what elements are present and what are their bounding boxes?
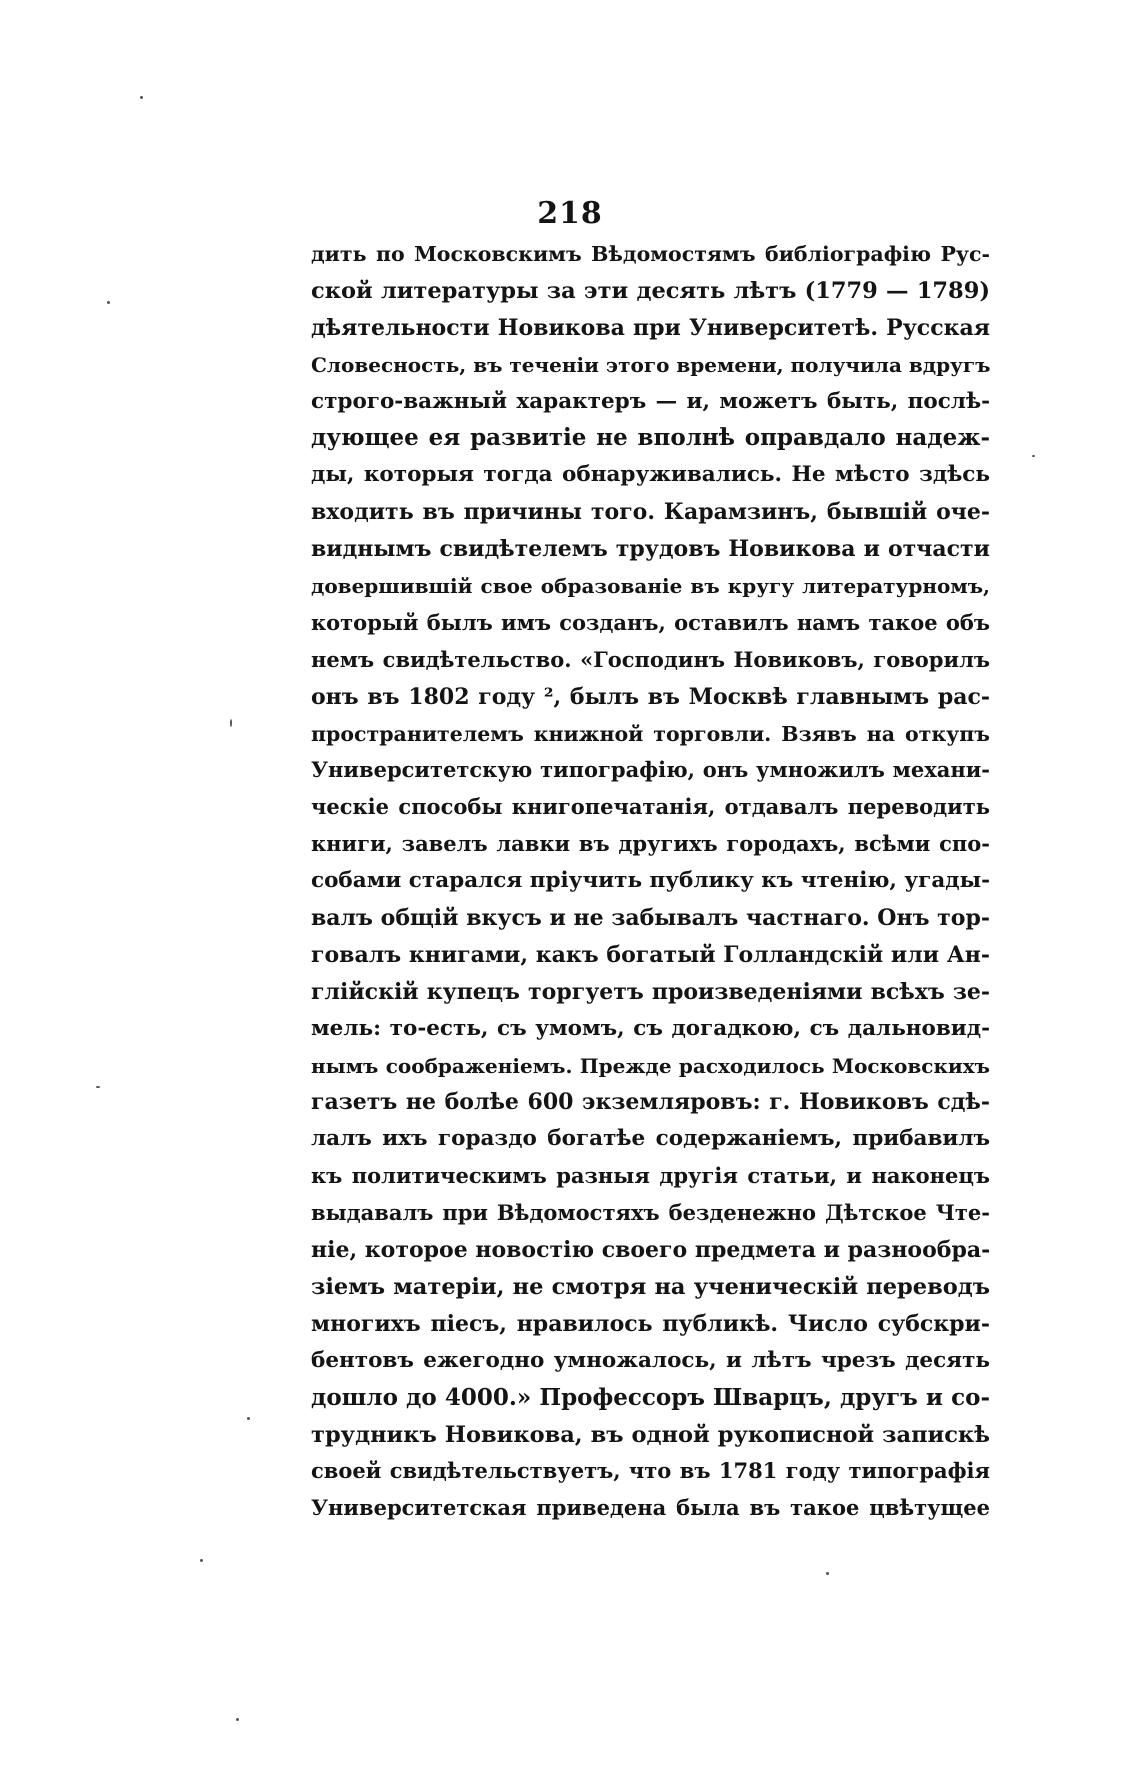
text-line: собами старался прiучить публику къ чтенiю, угады-	[311, 868, 990, 894]
text-line: своей свидѣтельствуетъ, что въ 1781 году типографiя	[311, 1458, 990, 1484]
text-line: говалъ книгами, какъ богатый Голландскiй или Ан-	[311, 941, 990, 968]
scan-speck	[107, 301, 110, 304]
text-line: онъ въ 1802 году ², былъ въ Москвѣ главнымъ рас-	[311, 683, 990, 710]
text-line: дить по Московскимъ Вѣдомостямъ библiографiю Рус-	[311, 242, 990, 266]
text-line: довершившiй свое образованiе въ кругу литературномъ,	[311, 574, 990, 599]
text-line: лалъ ихъ гораздо богатѣе содержанiемъ, прибавилъ	[311, 1126, 990, 1152]
scan-speck	[230, 719, 232, 727]
text-line: виднымъ свидѣтелемъ трудовъ Новикова и отчасти	[311, 536, 990, 563]
page-number: 218	[537, 196, 603, 231]
scan-speck	[200, 1559, 203, 1562]
text-line: книги, завелъ лавки въ другихъ городахъ, всѣми спо-	[311, 831, 990, 857]
scan-speck	[236, 1718, 239, 1721]
text-line: валъ общiй вкусъ и не забывалъ частнаго. Онъ тор-	[311, 905, 990, 932]
text-line: ческiе способы книгопечатанiя, отдавалъ переводить	[311, 794, 990, 820]
text-line: дѣятельности Новикова при Университетѣ. Русская	[311, 314, 990, 341]
text-line: трудникъ Новикова, въ одной рукописной запискѣ	[311, 1421, 990, 1448]
text-line: входить въ причины того. Карамзинъ, бывшiй оче-	[311, 499, 990, 526]
text-line: Словесность, въ теченiи этого времени, получила вдругъ	[311, 352, 990, 377]
text-line: многихъ пiесъ, нравилось публикѣ. Число субскри-	[311, 1310, 990, 1337]
text-line: нiе, которое новостiю своего предмета и разнообра-	[311, 1237, 990, 1264]
text-line: къ политическимъ разныя другiя статьи, и наконецъ	[311, 1163, 990, 1189]
body-text	[311, 236, 990, 1527]
scan-speck	[140, 96, 143, 99]
text-line: ды, которыя тогда обнаруживались. Не мѣсто здѣсь	[311, 462, 990, 488]
text-line: дошло до 4000.» Профессоръ Шварцъ, другъ и со-	[311, 1383, 990, 1411]
text-line: дующее ея развитiе не вполнѣ оправдало надеж-	[311, 424, 990, 452]
text-line: выдавалъ при Вѣдомостяхъ безденежно Дѣтское Чте-	[311, 1200, 990, 1226]
text-line: Университетская приведена была въ такое цвѣтущее	[311, 1495, 990, 1521]
scan-speck	[247, 1417, 250, 1420]
scan-speck	[826, 1572, 829, 1575]
text-line: строго-важный характеръ — и, можетъ быть, послѣ-	[311, 388, 990, 414]
text-line: мель: то-есть, съ умомъ, съ догадкою, съ дальновид-	[311, 1015, 990, 1041]
text-line: ской литературы за эти десять лѣтъ (1779 — 1789)	[311, 277, 990, 304]
text-line: нымъ соображенiемъ. Прежде расходилось Московскихъ	[311, 1053, 990, 1078]
scan-speck	[1032, 455, 1035, 457]
scan-speck	[96, 1086, 100, 1088]
text-line: бентовъ ежегодно умножалось, и лѣтъ чрезъ десять	[311, 1347, 990, 1373]
text-line: Университетскую типографiю, онъ умножилъ механи-	[311, 757, 990, 783]
text-line: газетъ не болѣе 600 экземляровъ: г. Новиковъ сдѣ-	[311, 1089, 990, 1116]
text-line: зiемъ матерiи, не смотря на ученическiй переводъ	[311, 1273, 990, 1300]
text-line: глiйскiй купецъ торгуетъ произведенiями всѣхъ зе-	[311, 978, 990, 1005]
text-line: немъ свидѣтельство. «Господинъ Новиковъ, говорилъ	[311, 646, 990, 672]
text-line: который былъ имъ созданъ, оставилъ намъ такое объ	[311, 609, 990, 635]
text-line: пространителемъ книжной торговли. Взявъ на откупъ	[311, 721, 990, 746]
